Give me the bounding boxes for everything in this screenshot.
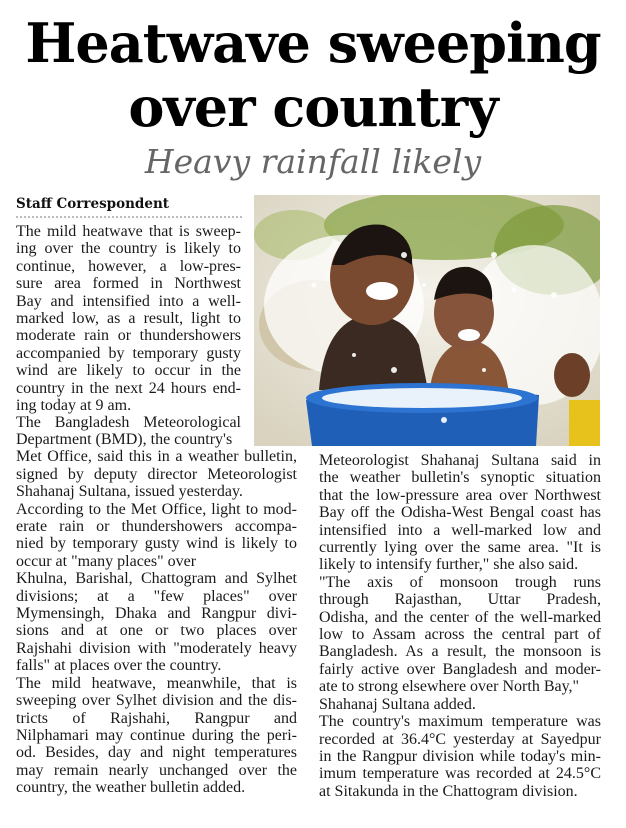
text-line: Department (BMD), the country's [16,431,233,448]
text-line: wind are likely to occur in the [16,362,241,380]
text-line: likely to intensify further," she also said. [319,556,579,574]
text-line: tricts of Rajshahi, Rangpur and [16,709,297,727]
text-line: intensified into a well-marked low and [319,521,601,539]
text-line: low to Assam across the central part of [319,626,601,644]
text-line: the weather bulletin's synoptic situation [319,469,601,487]
text-line: od. Besides, day and night temperatures [16,744,297,762]
text-line: country, the weather bulletin added. [16,779,246,797]
text-line: Shahanaj Sultana, issued yesterday. [16,483,243,501]
text-line: signed by deputy director Meteorologist [16,465,297,483]
text-line: Met Office, said this in a weather bulletin, [16,448,297,466]
text-line: through Rajasthan, Uttar Pradesh, [319,591,601,609]
text-line: Odisha, and the center of the well-marked [319,608,601,626]
photo-children-splashing-icon [254,195,600,446]
article-photo [254,195,600,446]
byline: Staff Correspondent [16,196,170,212]
text-line: in the Rangpur division while today's min- [319,747,601,765]
text-line: currently lying over the same area. "It is [319,539,601,557]
headline-line-2: over country [128,75,498,139]
text-line: According to the Met Office, light to mod- [16,500,297,518]
text-line: sions and at one or two places over [16,622,297,640]
text-line: Shahanaj Sultana added. [319,695,476,713]
text-line: Rajshahi division with "moderately heavy [16,639,297,657]
article-column-left-top [16,223,241,432]
text-line: country in the next 24 hours end- [16,379,241,397]
text-line: fairly active over Bangladesh and moder- [319,660,601,678]
text-line: The country's maximum temperature was [319,713,601,731]
text-line: "The axis of monsoon trough runs [319,573,601,591]
text-line: may remain nearly unchanged over the [16,761,297,779]
text-line: accompanied by temporary gusty [16,344,241,362]
text-line: at Sitakunda in the Chattogram division. [319,782,578,800]
text-line: Bay off the Odisha-West Bengal coast has [319,504,601,522]
text-line: ing over the country is likely to [16,240,241,258]
text-line: imum temperature was recorded at 24.5°C [319,765,601,783]
text-line: occur at "many places" over [16,552,197,570]
text-line: ing today at 9 am. [16,397,132,415]
text-line: moderate rain or thundershowers [16,327,241,345]
text-line: falls" at places over the country. [16,657,222,675]
text-line: recorded at 36.4°C yesterday at Sayedpur [319,730,601,748]
text-line: Meteorologist Shahanaj Sultana said in [319,452,601,469]
text-line: Khulna, Barishal, Chattogram and Sylhet [16,570,297,588]
text-line: nied by temporary gusty wind is likely to [16,535,297,553]
text-line: erate rain or thundershowers accompa- [16,518,297,536]
text-line: continue, however, a low-pres- [16,257,241,275]
text-line: sure area formed in Northwest [16,275,241,293]
text-line: The Bangladesh Meteorological [16,414,241,432]
text-line: The mild heatwave that is sweep- [16,223,241,240]
text-line: marked low, as a result, light to [16,310,241,328]
text-line: divisions; at a "few places" over [16,587,297,605]
text-line: Bay and intensified into a well- [16,292,241,310]
text-line: sweeping over Sylhet division and the dis- [16,692,297,710]
article-column-right [319,452,601,800]
article-column-left-bottom [16,431,297,797]
subheadline: Heavy rainfall likely [144,142,482,181]
byline-divider [16,216,242,218]
text-line: Bangladesh. As a result, the monsoon is [319,643,601,661]
headline-line-1: Heatwave sweeping [25,11,601,75]
text-line: Mymensingh, Dhaka and Rangpur divi- [16,605,297,623]
text-line: The mild heatwave, meanwhile, that is [16,674,297,692]
text-line: that the low-pressure area over Northwest [319,486,601,504]
text-line: ate to strong elsewhere over North Bay," [319,678,580,696]
text-line: Nilphamari may continue during the peri- [16,726,297,744]
